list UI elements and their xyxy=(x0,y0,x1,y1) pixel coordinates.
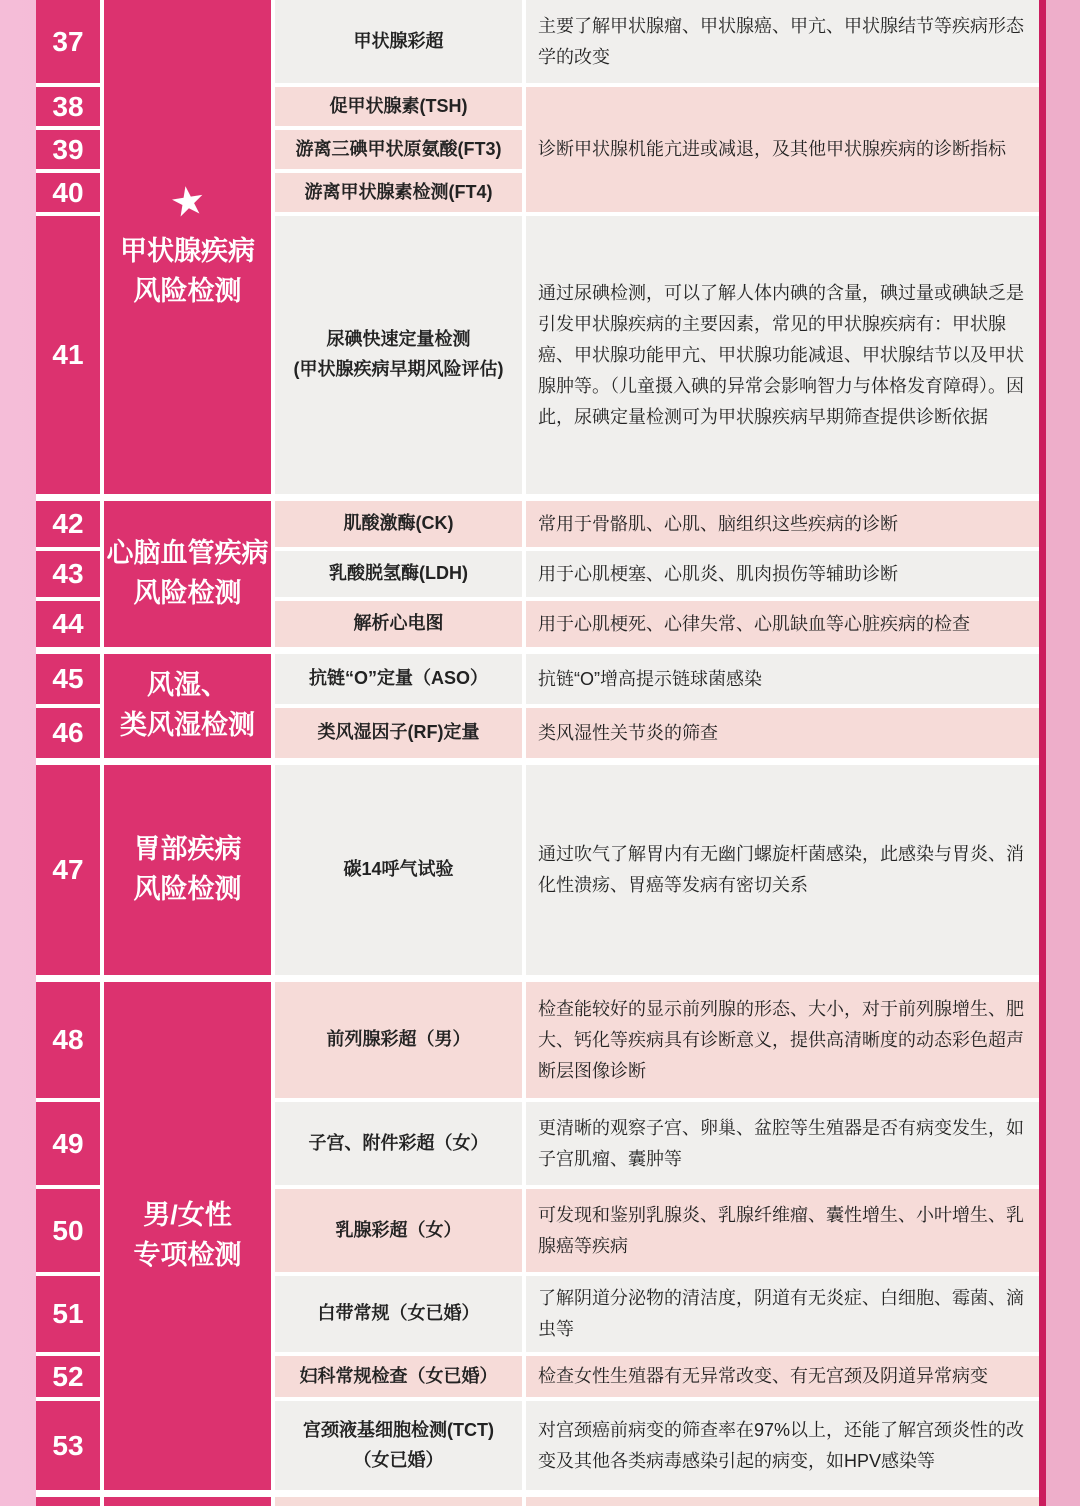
rows-column xyxy=(275,501,1039,647)
description-text: 了解阴道分泌物的清洁度，阴道有无炎症、白细胞、霉菌、滴虫等 xyxy=(538,1288,1024,1339)
test-name-cell xyxy=(275,982,522,1098)
group-stomach-disease-risk xyxy=(36,765,1039,975)
row-number-column xyxy=(36,765,100,975)
row-number: 42 xyxy=(36,501,100,547)
group-thyroid-disease-risk xyxy=(36,0,1039,494)
row-number: 51 xyxy=(36,1276,100,1352)
row-number: 39 xyxy=(36,130,100,169)
category-cell-cardio-cerebrovascular-risk xyxy=(104,501,271,647)
test-name-line: 尿碘快速定量检测 xyxy=(326,329,471,350)
test-name-cell xyxy=(275,654,522,704)
category-cell-next-section-partial xyxy=(104,1497,271,1506)
test-name-line: 白带常规（女已婚） xyxy=(317,1303,480,1324)
description-text: 主要了解甲状腺瘤、甲状腺癌、甲亢、甲状腺结节等疾病形态学的改变 xyxy=(538,15,1024,67)
category-cell-rheumatism-check xyxy=(104,654,271,758)
category-label-line: 甲状腺疾病 xyxy=(120,236,255,267)
description-text: 可发现和鉴别乳腺炎、乳腺纤维瘤、囊性增生、小叶增生、乳腺癌等疾病 xyxy=(538,1204,1024,1256)
test-name-cell xyxy=(275,130,522,169)
table-row xyxy=(275,982,1039,1098)
rows-column xyxy=(275,1497,1039,1506)
category-label-line: 心脑血管疾病 xyxy=(106,538,269,569)
test-name-line: 妇科常规检查（女已婚） xyxy=(299,1365,498,1386)
table-row xyxy=(275,765,1039,975)
category-label-line: 风险检测 xyxy=(133,874,242,904)
test-name-cell xyxy=(275,1497,522,1506)
test-name-line: 抗链“O”定量（ASO） xyxy=(308,668,488,689)
test-name-line: 乳腺彩超（女） xyxy=(335,1219,462,1240)
description-text: 用于心肌梗塞、心肌炎、肌肉损伤等辅助诊断 xyxy=(538,563,898,584)
test-name-line: 游离甲状腺素检测(FT4) xyxy=(304,181,493,202)
row-number: 45 xyxy=(36,654,100,704)
test-name-cell xyxy=(275,551,522,597)
group-cardio-cerebrovascular-risk xyxy=(36,501,1039,647)
rows-column xyxy=(275,0,1039,494)
category-label-line: 胃部疾病 xyxy=(133,834,242,865)
category-label-line: 风湿、 xyxy=(147,670,228,701)
row-number: 38 xyxy=(36,87,100,126)
rows-column xyxy=(275,765,1039,975)
star-icon: ★ xyxy=(166,177,209,227)
table-row xyxy=(275,1401,1039,1490)
description-text: 检查女性生殖器有无异常改变、有无宫颈及阴道异常病变 xyxy=(538,1366,988,1386)
description-cell xyxy=(526,765,1039,975)
row-number: 46 xyxy=(36,708,100,758)
table-row xyxy=(275,501,1039,547)
table-row xyxy=(275,551,1039,597)
description-text: 通过吹气了解胃内有无幽门螺旋杆菌感染，此感染与胃炎、消化性溃疡、胃癌等发病有密切关系 xyxy=(538,844,1024,895)
checkup-table xyxy=(36,0,1039,1506)
row-number-column xyxy=(36,501,100,647)
description-text: 抗链“O”增高提示链球菌感染 xyxy=(538,668,762,689)
test-name-cell xyxy=(275,765,522,975)
test-name-line: 碳14呼气试验 xyxy=(343,859,454,880)
test-name-line: 类风湿因子(RF)定量 xyxy=(317,722,480,743)
row-number xyxy=(36,1497,100,1506)
description-cell xyxy=(526,601,1039,647)
test-name-line: 游离三碘甲状原氨酸(FT3) xyxy=(295,138,502,159)
category-cell-male-female-special-check xyxy=(104,982,271,1490)
table-row xyxy=(275,601,1039,647)
table-row xyxy=(275,1276,1039,1352)
test-name-cell xyxy=(275,1276,522,1352)
description-cell xyxy=(526,501,1039,547)
description-cell xyxy=(526,1102,1039,1185)
row-number: 52 xyxy=(36,1356,100,1397)
test-name-cell xyxy=(275,1356,522,1397)
test-name-line: 肌酸激酶(CK) xyxy=(343,513,454,534)
test-name-cell xyxy=(275,87,522,126)
table-row xyxy=(275,1189,1039,1272)
test-name-line: 前列腺彩超（男） xyxy=(326,1029,471,1050)
description-cell xyxy=(526,982,1039,1098)
description-cell xyxy=(526,0,1039,83)
test-name-line: 甲状腺彩超 xyxy=(353,30,444,51)
row-number-column xyxy=(36,654,100,758)
description-cell xyxy=(526,1356,1039,1397)
test-name-cell xyxy=(275,216,522,494)
row-number-column xyxy=(36,1497,100,1506)
table-row xyxy=(275,216,1039,494)
description-cell xyxy=(526,708,1039,758)
test-name-line: (甲状腺疾病早期风险评估) xyxy=(293,359,504,379)
category-cell-thyroid-disease-risk xyxy=(104,0,271,494)
category-label-line: 类风湿检测 xyxy=(120,710,255,740)
description-text: 诊断甲状腺机能亢进或减退，及其他甲状腺疾病的诊断指标 xyxy=(538,139,1006,159)
table-row xyxy=(275,654,1039,704)
category-label-line: 专项检测 xyxy=(133,1240,242,1270)
category-cell-stomach-disease-risk xyxy=(104,765,271,975)
row-number: 41 xyxy=(36,216,100,494)
row-number: 43 xyxy=(36,551,100,597)
description-text: 用于心肌梗死、心律失常、心肌缺血等心脏疾病的检查 xyxy=(538,613,970,634)
test-name-cell xyxy=(275,601,522,647)
description-text: 通过尿碘检测，可以了解人体内碘的含量，碘过量或碘缺乏是引发甲状腺疾病的主要因素，常见的甲状腺疾病有：甲状腺癌、甲状腺功能甲亢、甲状腺功能减退、甲状腺结节以及甲状腺肿等。（儿童摄入碘的异常会影响智力与体格发育障碍）。因此，尿碘定量检测可为甲状腺疾病早期筛查提供诊断依据 xyxy=(538,282,1024,427)
description-cell xyxy=(526,1401,1039,1490)
row-number-column xyxy=(36,0,100,494)
table-row xyxy=(275,1102,1039,1185)
row-number: 49 xyxy=(36,1102,100,1185)
table-row xyxy=(275,1497,1039,1506)
table-row xyxy=(275,0,1039,83)
table-row xyxy=(275,708,1039,758)
description-text: 更清晰的观察子宫、卵巢、盆腔等生殖器是否有病变发生，如子宫肌瘤、囊肿等 xyxy=(538,1117,1024,1169)
description-text: 类风湿性关节炎的筛查 xyxy=(538,722,718,743)
table-row xyxy=(275,1356,1039,1397)
row-number: 40 xyxy=(36,173,100,212)
row-number: 53 xyxy=(36,1401,100,1490)
description-cell xyxy=(526,87,1039,212)
group-rheumatism-check xyxy=(36,654,1039,758)
description-cell xyxy=(526,216,1039,494)
rows-column xyxy=(275,654,1039,758)
description-cell xyxy=(526,1189,1039,1272)
rows-column xyxy=(275,982,1039,1490)
test-name-line: （女已婚） xyxy=(353,1449,444,1470)
description-text: 对宫颈癌前病变的筛查率在97%以上，还能了解宫颈炎性的改变及其他各类病毒感染引起的病变，如HPV感染等 xyxy=(538,1419,1025,1471)
group-next-section-partial xyxy=(36,1497,1039,1506)
category-label-line: 男/女性 xyxy=(143,1200,232,1231)
category-label-line: 风险检测 xyxy=(133,578,242,608)
group-male-female-special-check xyxy=(36,982,1039,1490)
test-name-cell xyxy=(275,1102,522,1185)
row-number: 50 xyxy=(36,1189,100,1272)
row-number: 48 xyxy=(36,982,100,1098)
description-cell xyxy=(526,1276,1039,1352)
test-name-line: 宫颈液基细胞检测(TCT) xyxy=(303,1419,494,1440)
test-name-line: 子宫、附件彩超（女） xyxy=(308,1132,489,1153)
row-number-column xyxy=(36,982,100,1490)
test-name-stack xyxy=(275,87,522,212)
category-label-line: 风险检测 xyxy=(133,276,242,306)
row-number: 47 xyxy=(36,765,100,975)
description-cell xyxy=(526,654,1039,704)
test-name-line: 乳酸脱氢酶(LDH) xyxy=(329,563,468,584)
merged-row-band xyxy=(275,87,1039,212)
test-name-cell xyxy=(275,0,522,83)
test-name-cell xyxy=(275,1401,522,1490)
description-cell xyxy=(526,1497,1039,1506)
test-name-cell xyxy=(275,173,522,212)
test-name-cell xyxy=(275,708,522,758)
test-name-line: 促甲状腺素(TSH) xyxy=(329,95,468,116)
row-number: 37 xyxy=(36,0,100,83)
description-cell xyxy=(526,551,1039,597)
description-text: 常用于骨骼肌、心肌、脑组织这些疾病的诊断 xyxy=(538,513,898,534)
right-accent-line xyxy=(1039,0,1046,1506)
test-name-cell xyxy=(275,1189,522,1272)
test-name-line: 解析心电图 xyxy=(353,613,444,634)
test-name-cell xyxy=(275,501,522,547)
row-number: 44 xyxy=(36,601,100,647)
description-text: 检查能较好的显示前列腺的形态、大小，对于前列腺增生、肥大、钙化等疾病具有诊断意义，提供高清晰度的动态彩色超声断层图像诊断 xyxy=(538,998,1024,1081)
